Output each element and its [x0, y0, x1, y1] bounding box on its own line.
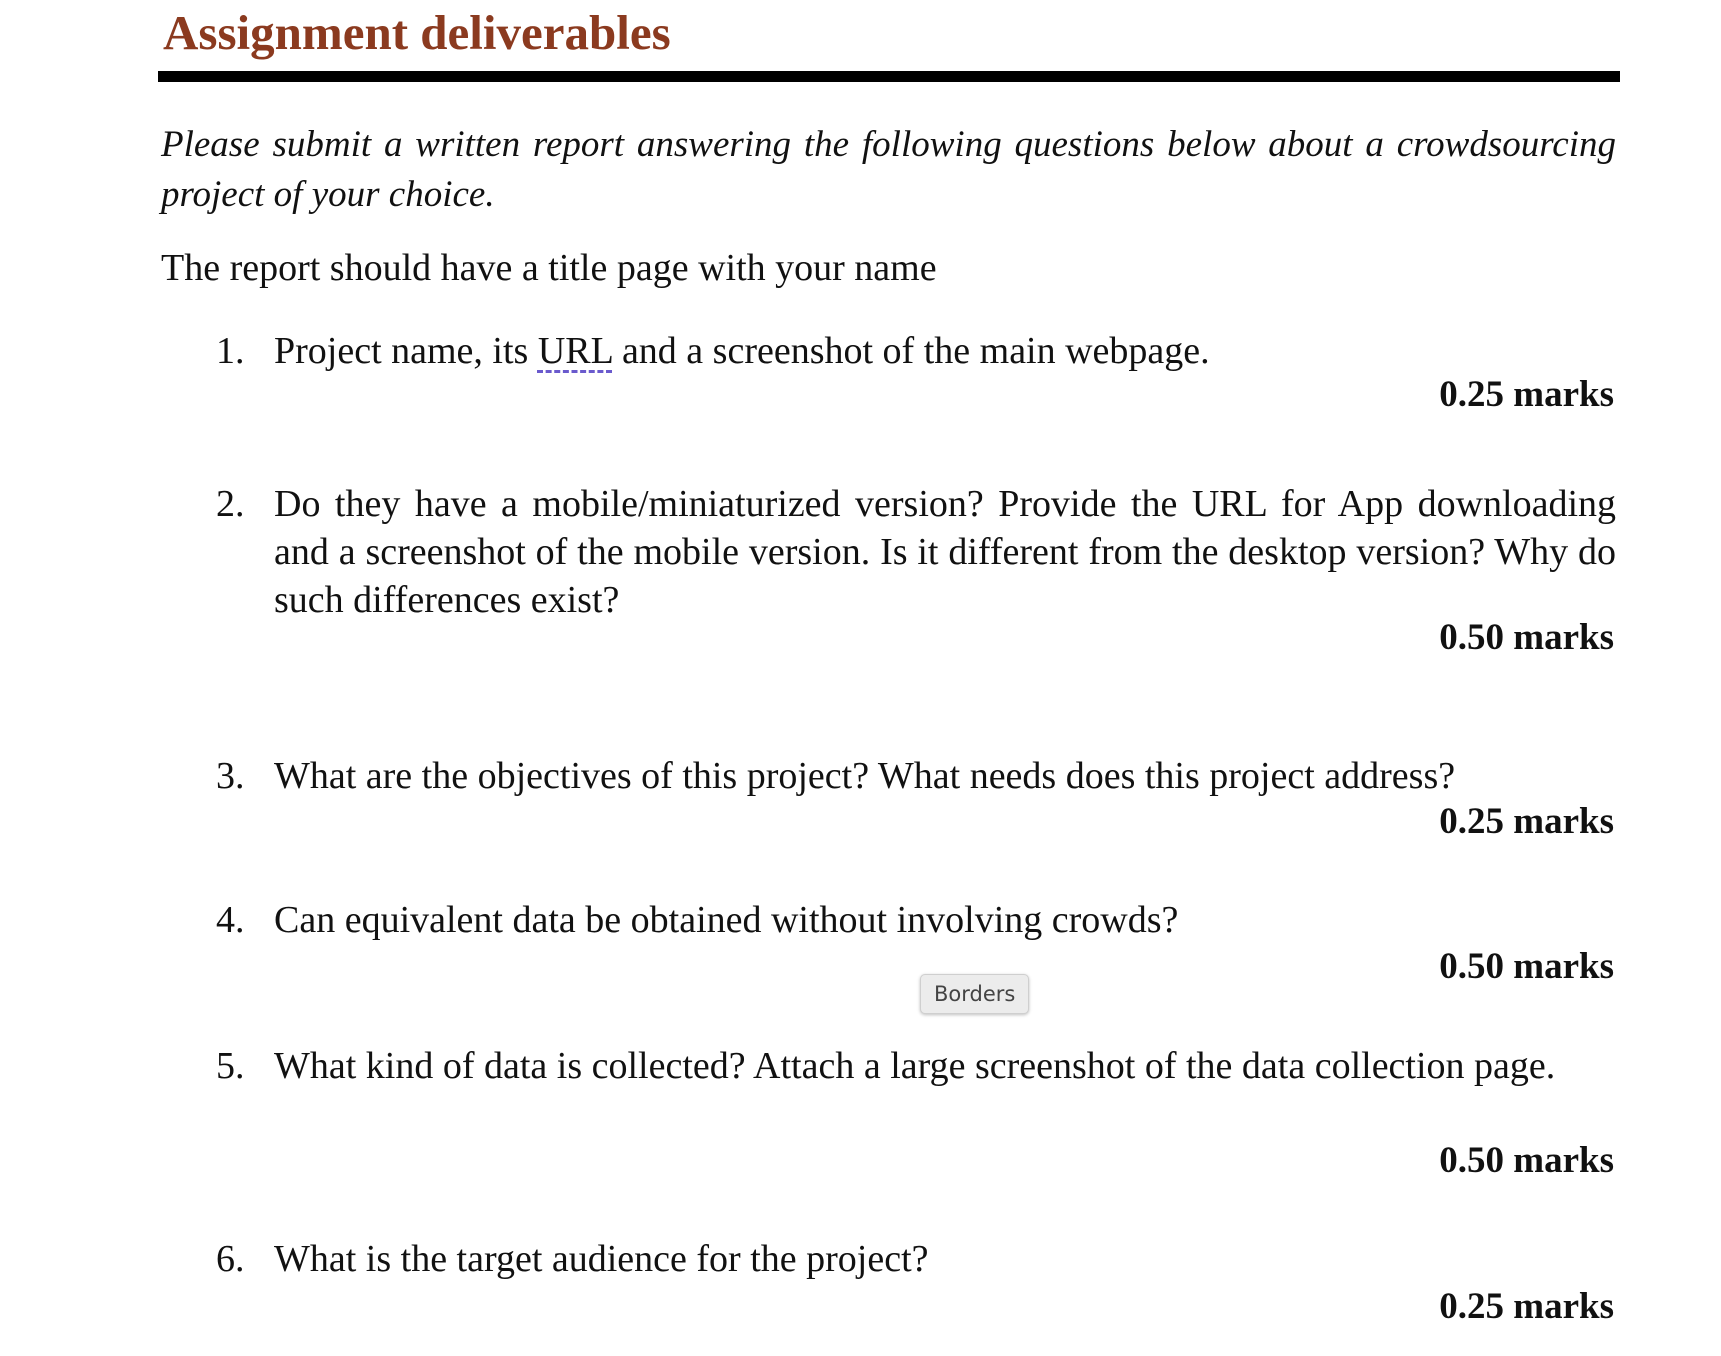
- intro-instructions: Please submit a written report answering the following questions below about a crowdsourcing project of your choice.: [161, 124, 1616, 215]
- question-number: 2.: [216, 483, 245, 525]
- borders-tooltip: Borders: [920, 974, 1029, 1014]
- intro-title-page-note: The report should have a title page with your name: [161, 247, 937, 289]
- question-marks: 0.25 marks: [1439, 374, 1614, 415]
- question-text-part: and a screenshot of the main webpage.: [612, 330, 1210, 372]
- question-marks: 0.50 marks: [1439, 1140, 1614, 1181]
- question-marks: 0.50 marks: [1439, 946, 1614, 987]
- question-text: What is the target audience for the project?: [274, 1238, 929, 1280]
- question-number: 5.: [216, 1045, 245, 1087]
- question-text: [274, 327, 1616, 375]
- question-number: 6.: [216, 1238, 245, 1280]
- page-title: Assignment deliverables: [163, 5, 671, 60]
- question-marks: 0.25 marks: [1439, 1286, 1614, 1327]
- question-text: What kind of data is collected? Attach a large screenshot of the data collection page.: [274, 1045, 1556, 1087]
- url-word-spellcheck[interactable]: URL: [537, 330, 613, 372]
- question-marks: 0.50 marks: [1439, 617, 1614, 658]
- question-number: 1.: [216, 330, 245, 372]
- question-text: Do they have a mobile/miniaturized version? Provide the URL for App downloading and a screenshot of the mobile version. Is it different from the desktop version? Why do such differences exist?: [274, 483, 1616, 621]
- title-divider: [158, 71, 1620, 82]
- question-number: 4.: [216, 899, 245, 941]
- question-number: 3.: [216, 755, 245, 797]
- question-text-part: Project name, its: [274, 330, 538, 372]
- question-text: What are the objectives of this project? What needs does this project address?: [274, 755, 1456, 797]
- question-text: Can equivalent data be obtained without involving crowds?: [274, 899, 1179, 941]
- question-marks: 0.25 marks: [1439, 801, 1614, 842]
